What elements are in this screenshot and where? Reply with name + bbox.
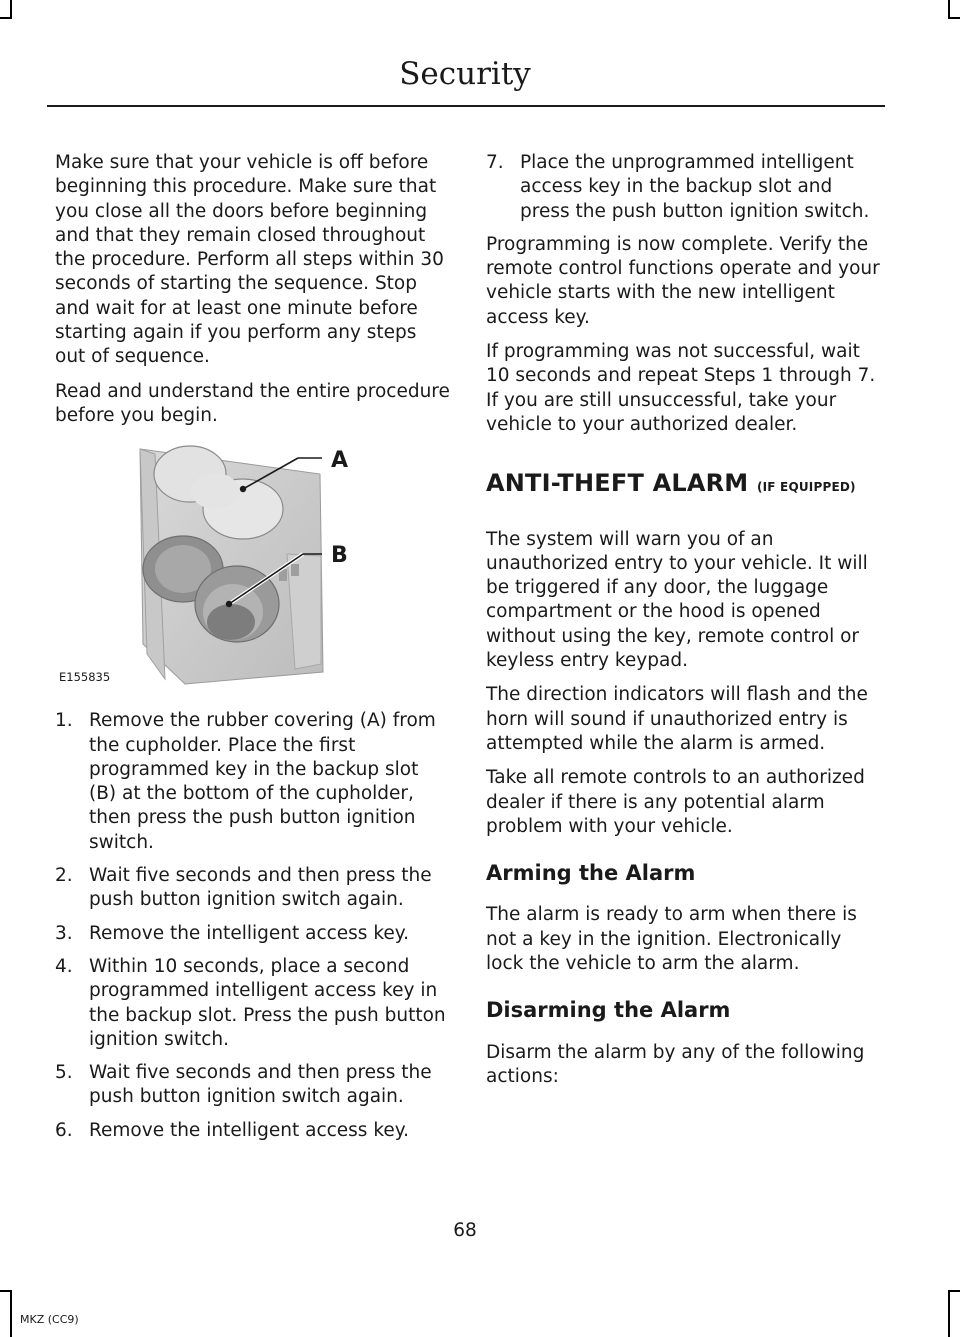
step-number: 5. <box>55 1062 73 1084</box>
crop-mark <box>10 1290 12 1337</box>
page-title: Security <box>399 56 531 92</box>
section-qualifier: (IF EQUIPPED) <box>756 480 856 495</box>
step-text: Remove the intelligent access key. <box>89 922 409 944</box>
warn-paragraph: The system will warn you of an unauthorized entry to your vehicle. It will be triggered if any door, the luggage compartment or the hood is opened without using the key, remote control or keyless entry keypad. <box>486 528 868 672</box>
left-column <box>55 151 450 1152</box>
step-text: Remove the intelligent access key. <box>89 1119 409 1141</box>
step-text: Remove the rubber covering (A) from the cupholder. Place the first programmed key in the backup slot (B) at the bottom of the cupholder, then press the push button ignition switch. <box>89 710 436 853</box>
crop-mark <box>948 0 950 18</box>
callout-label-a: A <box>331 448 349 474</box>
list-item <box>55 1119 450 1143</box>
intro-paragraph: Make sure that your vehicle is off before beginning this procedure. Make sure that you close all the doors before beginning and that they remain closed throughout the procedure. Perform all steps within 30 seconds of starting the sequence. Stop and wait for at least one minute before starting again if you perform any steps out of sequence. <box>55 152 444 368</box>
step-number: 1. <box>55 710 73 732</box>
step-text: Place the unprogrammed intelligent access key in the backup slot and press the push button ignition switch. <box>520 152 870 222</box>
fail-paragraph: If programming was not successful, wait 10 seconds and repeat Steps 1 through 7. If you are still unsuccessful, take your vehicle to your authorized dealer. <box>486 341 876 435</box>
cupholder-figure <box>55 444 447 689</box>
indicators-paragraph: The direction indicators will flash and the horn will sound if unauthorized entry is attempted while the alarm is armed. <box>486 684 868 754</box>
step-text: Within 10 seconds, place a second programmed intelligent access key in the backup slot. Press the push button ignition switch. <box>89 955 446 1050</box>
step-number: 7. <box>486 152 504 173</box>
complete-paragraph: Programming is now complete. Verify the remote control functions operate and your vehicle starts with the new intelligent access key. <box>486 233 880 328</box>
crop-mark <box>10 0 12 18</box>
step-number: 4. <box>55 955 73 977</box>
list-item <box>55 709 450 855</box>
list-item <box>55 955 450 1052</box>
disarming-paragraph: Disarm the alarm by any of the following actions: <box>486 1041 865 1087</box>
disarming-heading: Disarming the Alarm <box>486 998 731 1023</box>
header-divider <box>47 105 885 107</box>
crop-mark <box>948 17 960 19</box>
section-title: ANTI-THEFT ALARM <box>486 469 749 498</box>
intro-paragraph: Read and understand the entire procedure before you begin. <box>55 380 450 426</box>
list-item <box>55 864 450 913</box>
cupholder-illustration <box>55 444 447 689</box>
list-item <box>55 1061 450 1110</box>
step-text: Wait five seconds and then press the push button ignition switch again. <box>89 1062 432 1108</box>
list-item <box>486 151 881 224</box>
step-number: 2. <box>55 865 73 887</box>
page-number: 68 <box>453 1220 477 1241</box>
section-heading <box>486 471 881 499</box>
right-column <box>486 151 881 1099</box>
crop-mark <box>0 1290 12 1292</box>
step-number: 6. <box>55 1119 73 1141</box>
crop-mark <box>0 17 12 19</box>
list-item <box>55 922 450 946</box>
step-list <box>486 151 881 224</box>
arming-heading: Arming the Alarm <box>486 861 696 886</box>
figure-code: E155835 <box>59 669 111 684</box>
step-number: 3. <box>55 922 73 944</box>
dealer-paragraph: Take all remote controls to an authorized dealer if there is any potential alarm problem with your vehicle. <box>486 767 865 837</box>
step-list <box>55 709 450 1143</box>
arming-paragraph: The alarm is ready to arm when there is not a key in the ignition. Electronically lock the vehicle to arm the alarm. <box>486 904 857 975</box>
crop-mark <box>948 1290 960 1292</box>
callout-label-b: B <box>331 543 348 569</box>
model-code: MKZ (CC9) <box>20 1313 79 1326</box>
step-text: Wait five seconds and then press the push button ignition switch again. <box>89 865 432 911</box>
crop-mark <box>948 1290 950 1337</box>
